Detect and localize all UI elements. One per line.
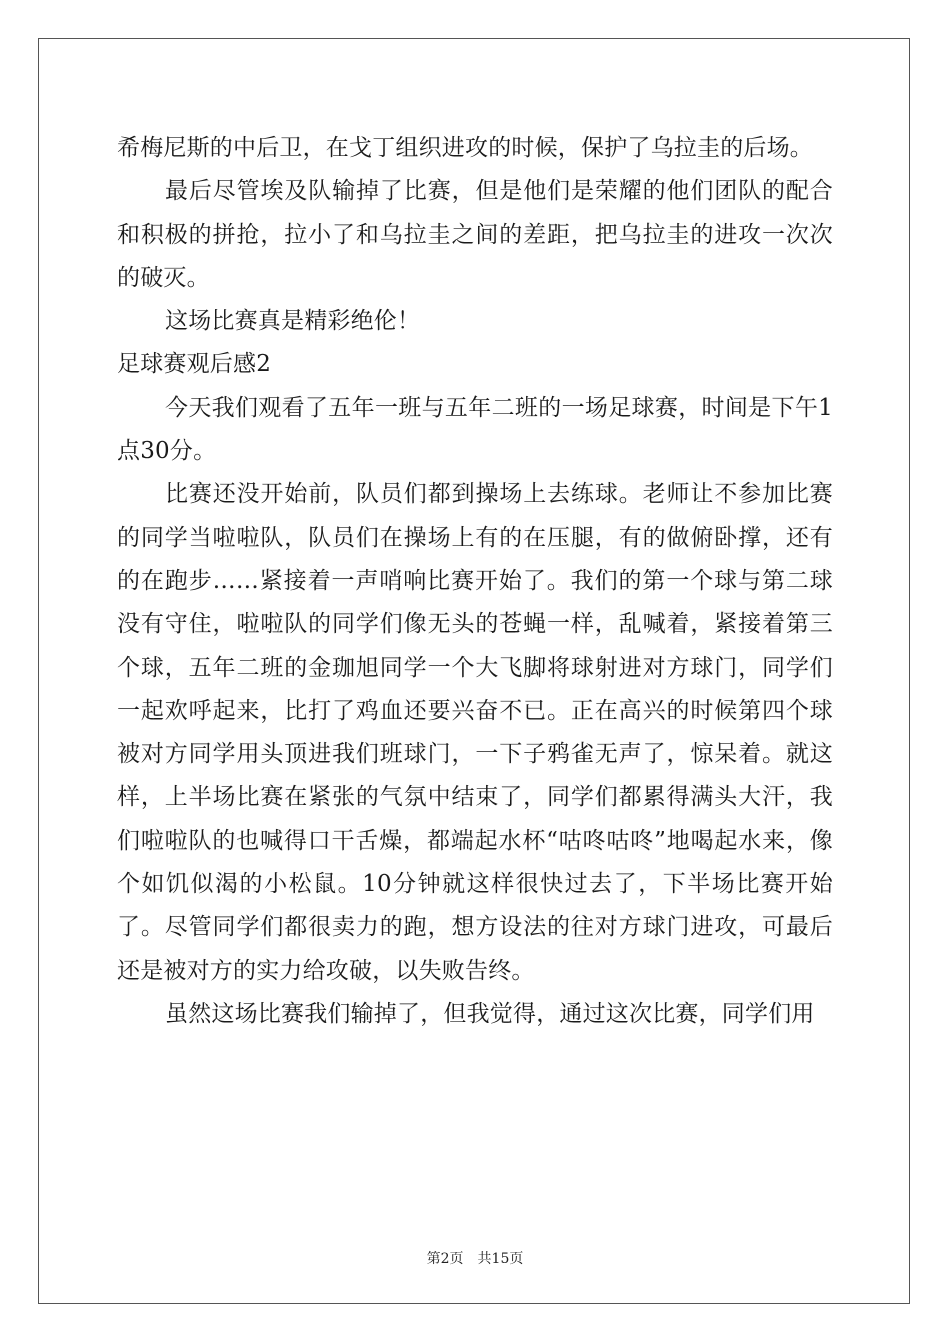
page-number-footer: 第2页 共15页 (426, 1251, 524, 1267)
paragraph-continuation: 希梅尼斯的中后卫，在戈丁组织进攻的时候，保护了乌拉圭的后场。 (117, 135, 813, 161)
paragraph-exclamation: 这场比赛真是精彩绝伦！ (165, 308, 421, 335)
paragraph-match-story: 比赛还没开始前，队员们都到操场上去练球。老师让不参加比赛的同学当啦啦队，队员们在操场上有的在压腿，有的做俯卧撑，还有的在跑步……紧接着一声哨响比赛开始了。我们的第一个球与第二球没有守住，啦啦队的同学们像无头的苍蝇一样，乱喊着，紧接着第三个球，五年二班的金珈旭同学一个大飞脚将球射进对方球门，同学们一起欢呼起来，比打了鸡血还要兴奋不已。正在高兴的时候第四个球被对方同学用头顶进我们班球门，一下子鸦雀无声了，惊呆着。就这样，上半场比赛在紧张的气氛中结束了，同学们都累得满头大汗，我们啦啦队的也喊得口干舌燥，都端起水杯“咕咚咕咚”地喝起水来，像个如饥似渴的小松鼠。10分钟就这样很快过去了，下半场比赛开始了。尽管同学们都很卖力的跑，想方设法的往对方球门进攻，可最后还是被对方的实力给攻破，以失败告终。 (117, 481, 833, 984)
paragraph-egypt-summary: 最后尽管埃及队输掉了比赛，但是他们是荣耀的他们团队的配合和积极的拼抢，拉小了和乌拉圭之间的差距，把乌拉圭的进攻一次次的破灭。 (117, 178, 833, 291)
document-body (117, 127, 833, 1036)
paragraph-match-time: 今天我们观看了五年一班与五年二班的一场足球赛，时间是下午1点30分。 (117, 394, 833, 465)
section-heading: 足球赛观后感2 (117, 351, 272, 378)
paragraph-reflection: 虽然这场比赛我们输掉了，但我觉得，通过这次比赛，同学们用 (165, 1000, 815, 1027)
